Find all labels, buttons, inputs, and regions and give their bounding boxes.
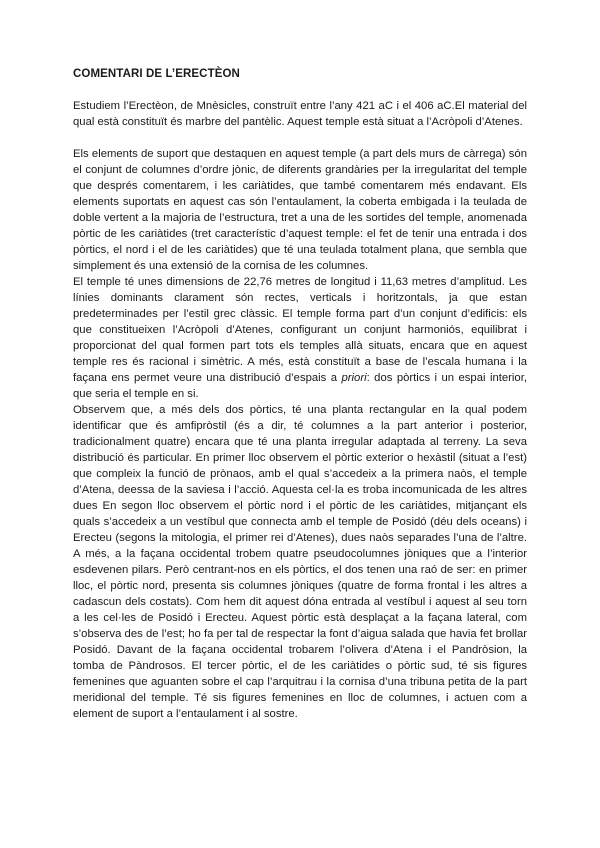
paragraph-intro: Estudiem l’Erectèon, de Mnèsicles, construït entre l’any 421 aC i el 406 aC.El material del qual està constituït és marbre del pantèlic. Aquest temple està situat a l’Acròpoli d’Atenes. xyxy=(73,100,527,128)
paragraph-dimensions xyxy=(73,274,527,402)
paragraph-supports: Els elements de suport que destaquen en aquest temple (a part dels murs de càrrega) són el conjunt de columnes d’ordre jònic, de diferents grandàries per la irregularitat del temple que després comentarem, i les cariàtides, que també comentarem més endavant. Els elements suportats en aquest cas són l’entaulament, la coberta embigada i la teulada de doble vertent a la majoria de l’estructura, tret a una de les sortides del temple, anomenada pòrtic de les cariàtides (tret característic d’aquest temple: el fet de tenir una entrada i dos pòrtics, el nord i el de les cariàtides) que té una teulada totalment plana, que sembla que simplement és una extensió de la cornisa de les columnes. xyxy=(73,148,527,272)
paragraph-dimensions-end: : dos pòrtics i un espai interior, que seria el temple en si. xyxy=(73,372,527,400)
document-title: COMENTARI DE L’ERECTÈON xyxy=(73,68,240,80)
document-page xyxy=(73,66,527,722)
paragraph-spacer xyxy=(73,130,527,146)
italic-priori: priori xyxy=(341,372,367,384)
paragraph-plan: Observem que, a més dels dos pòrtics, té una planta rectangular en la qual podem identificar que és amfipròstil (és a dir, té columnes a la part anterior i posterior, tradicionalment quatre) encara que té una planta irregular adaptada al terreny. La seva distribució és particular. En primer lloc observem el pòrtic exterior o hexàstil (situat a l’est) que compleix la funció de prònaos, amb el qual s’accedeix a la primera naòs, el temple d’Atena, deessa de la saviesa i l’acció. Aquesta cel·la es troba incomunicada de les altres dues En segon lloc observem el pòrtic nord i el pòrtic de les cariàtides, mitjançant els quals s’accedeix a un vestíbul que connecta amb el temple de Posidó (déu dels oceans) i Erecteu (segons la mitologia, el primer rei d’Atenes), dues naòs separades l’una de l’altre. A més, a la façana occidental trobem quatre pseudocolumnes jòniques que a l’interior esdevenen pilars. Però centrant-nos en els pòrtics, el dos tenen una raó de ser: en primer lloc, el pòrtic nord, presenta sis columnes jòniques (quatre de forma frontal i les altres a cadascun dels costats). Com hem dit aquest dóna entrada al vestíbul i aquest al seu torn a les cel·les de Posidó i Erecteu. Aquest pòrtic està desplaçat a la façana lateral, com s’observa des de l’est; ho fa per tal de respectar la font d’aigua salada que havia fet brollar Posidó. Davant de la façana occidental trobarem l’olivera d’Atena i el Pandròsion, la tomba de Pàndrosos. El tercer pòrtic, el de les cariàtides o pòrtic sud, té sis figures femenines que aguanten sobre el cap l’arquitrau i la cornisa d’una tribuna petita de la part meridional del temple. Té sis figures femenines en lloc de columnes, i actuen com a element de suport a l’entaulament i al sostre. xyxy=(73,404,527,720)
paragraph-dimensions-text: El temple té unes dimensions de 22,76 metres de longitud i 11,63 metres d’amplitud. Les línies dominants clarament són rectes, verticals i horitzontals, ja que estan predeterminades per l’estil grec clàssic. El temple forma part d’un conjunt d’edificis: els que constitueixen l’Acròpoli d’Atenes, configurant un conjunt harmoniós, equilibrat i proporcionat del qual formen part tots els temples allà situats, encara que en aquest temple res és racional i simètric. A més, està constituït a base de l’escala humana i la façana ens permet veure una distribució d’espais a xyxy=(73,276,527,384)
